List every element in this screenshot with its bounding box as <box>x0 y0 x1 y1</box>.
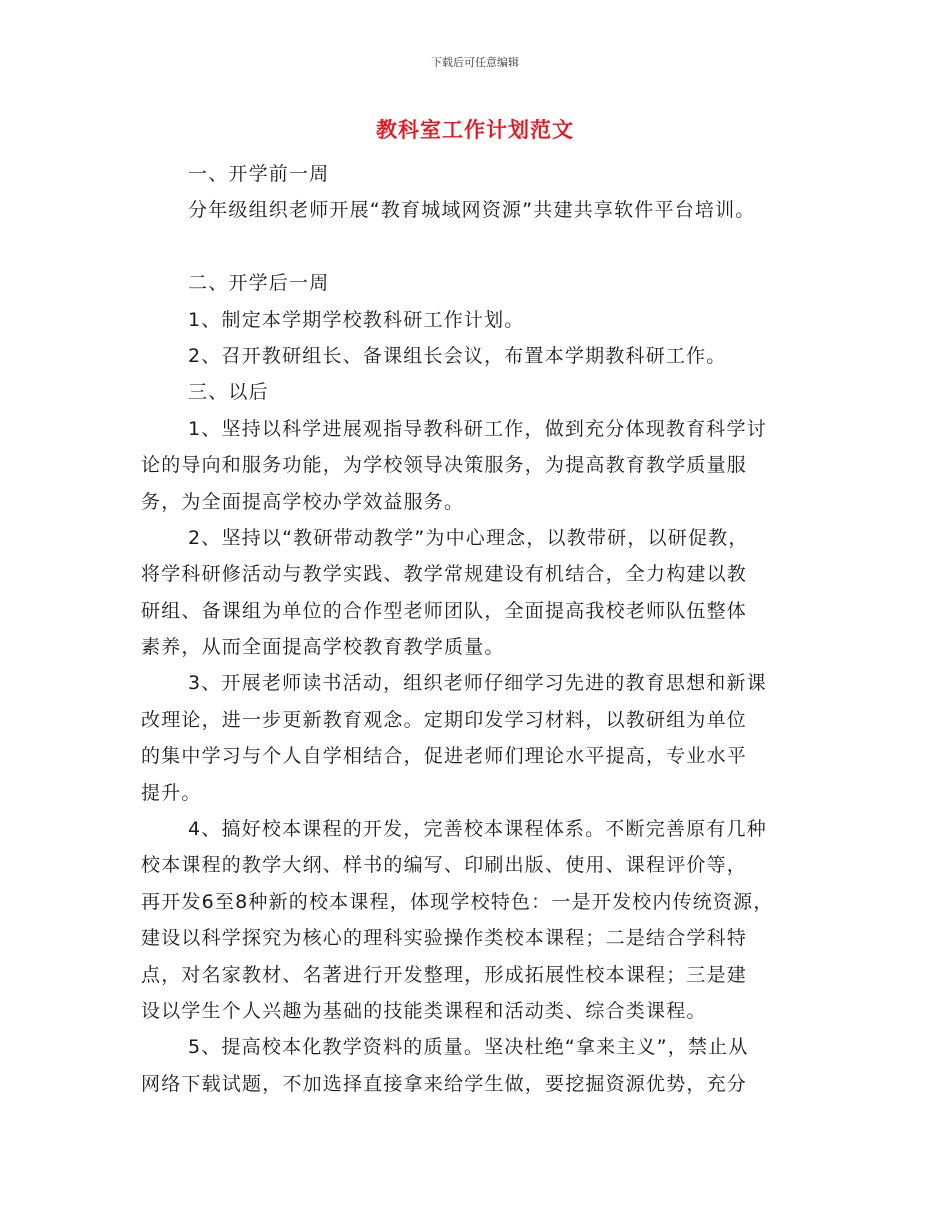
paragraph-line: 分年级组织老师开展“教育城域网资源”共建共享软件平台培训。 <box>188 199 756 222</box>
paragraph-line: 将学科研修活动与教学实践、教学常规建设有机结合，全力构建以教 <box>141 563 748 586</box>
paragraph-line: 再开发6至8种新的校本课程，体现学校特色：一是开发校内传统资源， <box>141 890 774 913</box>
paragraph-line: 设以学生个人兴趣为基础的技能类课程和活动类、综合类课程。 <box>141 999 707 1022</box>
paragraph-line: 1、坚持以科学进展观指导教科研工作，做到充分体现教育科学讨 <box>188 417 767 440</box>
paragraph-line: 研组、备课组为单位的合作型老师团队，全面提高我校老师队伍整体 <box>141 599 748 622</box>
paragraph-line: 建设以科学探究为核心的理科实验操作类校本课程；二是结合学科特 <box>141 927 748 950</box>
header-note: 下载后可任意编辑 <box>431 56 519 69</box>
section-heading: 二、开学后一周 <box>188 272 330 295</box>
paragraph-line: 4、搞好校本课程的开发，完善校本课程体系。不断完善原有几种 <box>188 818 767 841</box>
paragraph-line: 改理论，进一步更新教育观念。定期印发学习材料，以教研组为单位 <box>141 708 748 731</box>
paragraph-line: 的集中学习与个人自学相结合，促进老师们理论水平提高，专业水平 <box>141 745 748 768</box>
paragraph-line: 1、制定本学期学校教科研工作计划。 <box>188 308 525 331</box>
paragraph-line: 3、开展老师读书活动，组织老师仔细学习先进的教育思想和新课 <box>188 672 767 695</box>
paragraph-line: 网络下载试题，不加选择直接拿来给学生做，要挖掘资源优势，充分 <box>141 1072 748 1095</box>
paragraph-line: 2、坚持以“教研带动教学”为中心理念，以教带研，以研促教， <box>188 526 749 549</box>
paragraph-line: 提升。 <box>141 781 202 804</box>
paragraph-line: 校本课程的教学大纲、样书的编写、印刷出版、使用、课程评价等， <box>141 854 748 877</box>
document-title: 教科室工作计划范文 <box>376 118 574 142</box>
paragraph-line: 5、提高校本化教学资料的质量。坚决杜绝“拿来主义”，禁止从 <box>188 1036 749 1059</box>
blank-line <box>141 229 821 265</box>
section-heading: 一、开学前一周 <box>188 163 330 185</box>
paragraph-line: 点，对名家教材、名著进行开发整理，形成拓展性校本课程；三是建 <box>141 963 748 986</box>
paragraph-line: 2、召开教研组长、备课组长会议，布置本学期教科研工作。 <box>188 344 727 367</box>
paragraph-line: 素养，从而全面提高学校教育教学质量。 <box>141 636 505 659</box>
section-heading: 三、以后 <box>188 381 269 404</box>
document-body <box>141 156 821 1102</box>
paragraph-line: 务，为全面提高学校办学效益服务。 <box>141 490 465 513</box>
paragraph-line: 论的导向和服务功能，为学校领导决策服务，为提高教育教学质量服 <box>141 454 748 477</box>
